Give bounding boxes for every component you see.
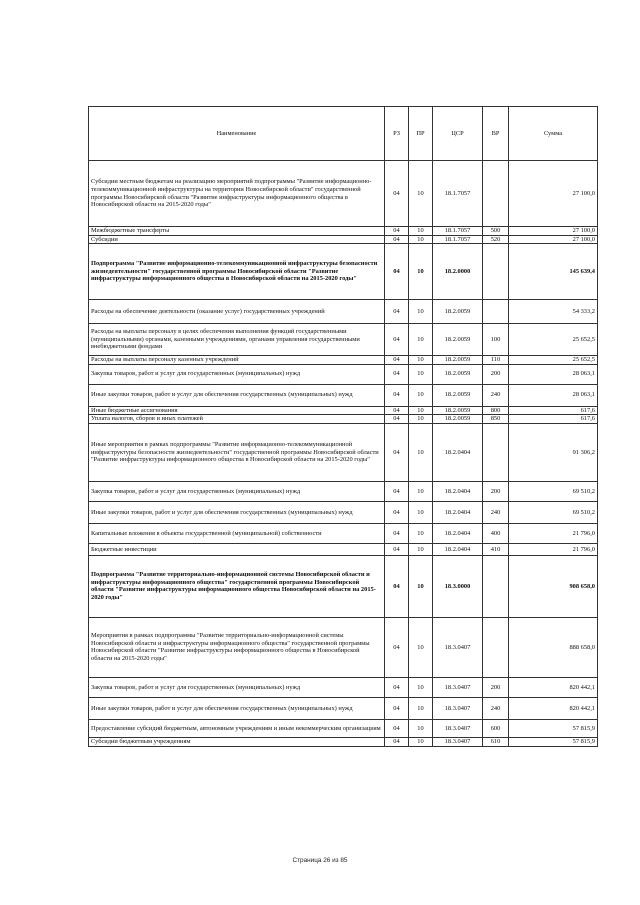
table-row — [89, 719, 598, 737]
cell-csr: 18.1.7057 — [433, 235, 483, 244]
cell-vr — [483, 300, 509, 324]
cell-pr: 10 — [409, 481, 433, 501]
cell-rz: 04 — [385, 235, 409, 244]
cell-rz: 04 — [385, 384, 409, 406]
budget-sheet — [88, 106, 598, 747]
cell-pr: 10 — [409, 543, 433, 555]
cell-csr: 18.3.0000 — [433, 555, 483, 617]
cell-pr: 10 — [409, 364, 433, 384]
cell-csr: 18.2.0404 — [433, 543, 483, 555]
cell-sum: 145 639,4 — [509, 244, 598, 300]
cell-name: Закупка товаров, работ и услуг для государственных (муниципальных) нужд — [89, 481, 385, 501]
cell-sum: 69 510,2 — [509, 501, 598, 523]
cell-rz: 04 — [385, 415, 409, 424]
cell-sum: 69 510,2 — [509, 481, 598, 501]
cell-csr: 18.2.0059 — [433, 415, 483, 424]
cell-sum: 27 100,0 — [509, 161, 598, 227]
cell-rz: 04 — [385, 543, 409, 555]
budget-table — [88, 106, 598, 747]
cell-rz: 04 — [385, 227, 409, 236]
header-csr: ЦСР — [433, 107, 483, 161]
cell-sum: 54 333,2 — [509, 300, 598, 324]
cell-csr: 18.2.0404 — [433, 501, 483, 523]
header-vr: ВР — [483, 107, 509, 161]
cell-name: Субсидии — [89, 235, 385, 244]
cell-sum: 91 306,2 — [509, 423, 598, 481]
cell-name: Субсидии бюджетным учреждениям — [89, 737, 385, 746]
cell-rz: 04 — [385, 523, 409, 543]
cell-sum: 617,6 — [509, 406, 598, 415]
cell-pr: 10 — [409, 677, 433, 697]
cell-pr: 10 — [409, 235, 433, 244]
cell-csr: 18.2.0404 — [433, 481, 483, 501]
table-row — [89, 501, 598, 523]
cell-name: Межбюджетные трансферты — [89, 227, 385, 236]
table-row — [89, 415, 598, 424]
cell-name: Капитальные вложения в объекты государственной (муниципальной) собственности — [89, 523, 385, 543]
cell-csr: 18.2.0404 — [433, 523, 483, 543]
cell-sum: 27 100,0 — [509, 227, 598, 236]
cell-name: Расходы на выплаты персоналу казенных учреждений — [89, 356, 385, 365]
cell-csr: 18.1.7057 — [433, 161, 483, 227]
header-sum: Сумма — [509, 107, 598, 161]
page-footer: Страница 26 из 85 — [292, 857, 348, 864]
cell-sum: 820 442,1 — [509, 677, 598, 697]
table-row — [89, 617, 598, 677]
header-name: Наименование — [89, 107, 385, 161]
cell-rz: 04 — [385, 481, 409, 501]
table-row — [89, 161, 598, 227]
cell-vr: 240 — [483, 384, 509, 406]
cell-pr: 10 — [409, 737, 433, 746]
header-rz: РЗ — [385, 107, 409, 161]
cell-vr — [483, 423, 509, 481]
cell-pr: 10 — [409, 617, 433, 677]
table-row — [89, 406, 598, 415]
table-row — [89, 356, 598, 365]
cell-name: Иные бюджетные ассигнования — [89, 406, 385, 415]
cell-vr — [483, 244, 509, 300]
cell-name: Закупка товаров, работ и услуг для государственных (муниципальных) нужд — [89, 364, 385, 384]
cell-sum: 21 796,0 — [509, 523, 598, 543]
table-row — [89, 543, 598, 555]
cell-pr: 10 — [409, 423, 433, 481]
cell-csr: 18.2.0404 — [433, 423, 483, 481]
cell-name: Мероприятия в рамках подпрограммы "Развитие территориально-информационной системы Новосибирской области и инфраструктуры информационного общества" государственной программы Новосибирской области "Развитие инфраструктуры информационного общества в Новосибирской области на 2015-2020 годы" — [89, 617, 385, 677]
cell-vr: 110 — [483, 356, 509, 365]
table-row-subprogram — [89, 555, 598, 617]
table-row — [89, 235, 598, 244]
table-row-subprogram — [89, 244, 598, 300]
cell-csr: 18.3.0407 — [433, 677, 483, 697]
cell-csr: 18.1.7057 — [433, 227, 483, 236]
cell-sum: 888 658,0 — [509, 617, 598, 677]
cell-vr: 240 — [483, 501, 509, 523]
cell-name: Подпрограмма "Развитие информационно-телекоммуникационной инфраструктуры безопасности жизнедеятельности" государственной программы Новосибирской области "Развитие инфраструктуры информационного общества в Новосибирской области на 2015-2020 годы" — [89, 244, 385, 300]
cell-vr: 200 — [483, 481, 509, 501]
table-row — [89, 300, 598, 324]
cell-pr: 10 — [409, 356, 433, 365]
cell-rz: 04 — [385, 617, 409, 677]
header-pr: ПР — [409, 107, 433, 161]
cell-sum: 21 796,0 — [509, 543, 598, 555]
table-row — [89, 523, 598, 543]
table-row — [89, 227, 598, 236]
cell-vr: 200 — [483, 364, 509, 384]
cell-pr: 10 — [409, 555, 433, 617]
table-row — [89, 481, 598, 501]
cell-sum: 25 652,5 — [509, 356, 598, 365]
cell-vr: 520 — [483, 235, 509, 244]
cell-sum: 25 652,5 — [509, 324, 598, 356]
cell-pr: 10 — [409, 244, 433, 300]
cell-sum: 27 100,0 — [509, 235, 598, 244]
cell-vr: 240 — [483, 697, 509, 719]
cell-vr: 410 — [483, 543, 509, 555]
cell-rz: 04 — [385, 555, 409, 617]
cell-rz: 04 — [385, 501, 409, 523]
table-header-row — [89, 107, 598, 161]
cell-pr: 10 — [409, 719, 433, 737]
cell-sum: 28 063,1 — [509, 364, 598, 384]
cell-vr: 850 — [483, 415, 509, 424]
cell-vr: 610 — [483, 737, 509, 746]
cell-rz: 04 — [385, 356, 409, 365]
cell-name: Расходы на обеспечение деятельности (оказание услуг) государственных учреждений — [89, 300, 385, 324]
cell-pr: 10 — [409, 523, 433, 543]
cell-vr: 100 — [483, 324, 509, 356]
cell-csr: 18.2.0059 — [433, 300, 483, 324]
cell-pr: 10 — [409, 300, 433, 324]
cell-name: Бюджетные инвестиции — [89, 543, 385, 555]
cell-rz: 04 — [385, 423, 409, 481]
cell-pr: 10 — [409, 415, 433, 424]
cell-rz: 04 — [385, 406, 409, 415]
cell-vr: 800 — [483, 406, 509, 415]
cell-name: Закупка товаров, работ и услуг для государственных (муниципальных) нужд — [89, 677, 385, 697]
cell-vr: 200 — [483, 677, 509, 697]
cell-csr: 18.2.0059 — [433, 324, 483, 356]
table-row — [89, 677, 598, 697]
cell-name: Иные мероприятия в рамках подпрограммы "Развитие информационно-телекоммуникационной инфраструктуры безопасности жизнедеятельности" государственной программы Новосибирской области "Развитие инфраструктуры информационного общества в Новосибирской области на 2015-2020 годы" — [89, 423, 385, 481]
cell-sum: 820 442,1 — [509, 697, 598, 719]
cell-sum: 57 815,9 — [509, 719, 598, 737]
cell-name: Расходы на выплаты персоналу в целях обеспечения выполнения функций государственными (муниципальными) органами, казенными учреждениями, органами управления государственными внебюджетными фондами — [89, 324, 385, 356]
cell-rz: 04 — [385, 697, 409, 719]
cell-name: Субсидии местным бюджетам на реализацию мероприятий подпрограммы "Развитие информационно-телекоммуникационной инфраструктуры на территории Новосибирской области" государственной программы Новосибирской области "Развитие инфраструктуры информационного общества в Новосибирской области на 2015-2020 годы" — [89, 161, 385, 227]
cell-csr: 18.3.0407 — [433, 719, 483, 737]
cell-csr: 18.2.0059 — [433, 364, 483, 384]
cell-rz: 04 — [385, 737, 409, 746]
cell-rz: 04 — [385, 161, 409, 227]
cell-name: Иные закупки товаров, работ и услуг для обеспечения государственных (муниципальных) нужд — [89, 384, 385, 406]
cell-vr — [483, 161, 509, 227]
cell-csr: 18.3.0407 — [433, 697, 483, 719]
table-row — [89, 324, 598, 356]
table-row — [89, 384, 598, 406]
cell-csr: 18.2.0059 — [433, 356, 483, 365]
cell-vr: 400 — [483, 523, 509, 543]
cell-csr: 18.3.0407 — [433, 617, 483, 677]
cell-rz: 04 — [385, 244, 409, 300]
cell-name: Предоставление субсидий бюджетным, автономным учреждениям и иным некоммерческим организациям — [89, 719, 385, 737]
cell-name: Иные закупки товаров, работ и услуг для обеспечения государственных (муниципальных) нужд — [89, 501, 385, 523]
cell-rz: 04 — [385, 364, 409, 384]
cell-rz: 04 — [385, 719, 409, 737]
cell-vr — [483, 617, 509, 677]
cell-name: Подпрограмма "Развитие территориально-информационной системы Новосибирской области и инфраструктуры информационного общества" государственной программы Новосибирской области "Развитие инфраструктуры информационного общества Новосибирской области на 2015-2020 годы" — [89, 555, 385, 617]
cell-csr: 18.2.0059 — [433, 384, 483, 406]
cell-vr: 600 — [483, 719, 509, 737]
cell-pr: 10 — [409, 406, 433, 415]
cell-vr — [483, 555, 509, 617]
table-row — [89, 364, 598, 384]
cell-csr: 18.2.0000 — [433, 244, 483, 300]
cell-sum: 28 063,1 — [509, 384, 598, 406]
table-body — [89, 161, 598, 747]
cell-rz: 04 — [385, 677, 409, 697]
table-row — [89, 697, 598, 719]
cell-sum: 617,6 — [509, 415, 598, 424]
cell-sum: 908 658,0 — [509, 555, 598, 617]
cell-rz: 04 — [385, 324, 409, 356]
cell-pr: 10 — [409, 501, 433, 523]
cell-vr: 500 — [483, 227, 509, 236]
table-row — [89, 423, 598, 481]
cell-pr: 10 — [409, 324, 433, 356]
cell-rz: 04 — [385, 300, 409, 324]
cell-pr: 10 — [409, 384, 433, 406]
cell-name: Иные закупки товаров, работ и услуг для обеспечения государственных (муниципальных) нужд — [89, 697, 385, 719]
cell-csr: 18.2.0059 — [433, 406, 483, 415]
cell-sum: 57 815,9 — [509, 737, 598, 746]
cell-pr: 10 — [409, 697, 433, 719]
cell-csr: 18.3.0407 — [433, 737, 483, 746]
table-row — [89, 737, 598, 746]
cell-pr: 10 — [409, 227, 433, 236]
cell-pr: 10 — [409, 161, 433, 227]
cell-name: Уплата налогов, сборов и иных платежей — [89, 415, 385, 424]
